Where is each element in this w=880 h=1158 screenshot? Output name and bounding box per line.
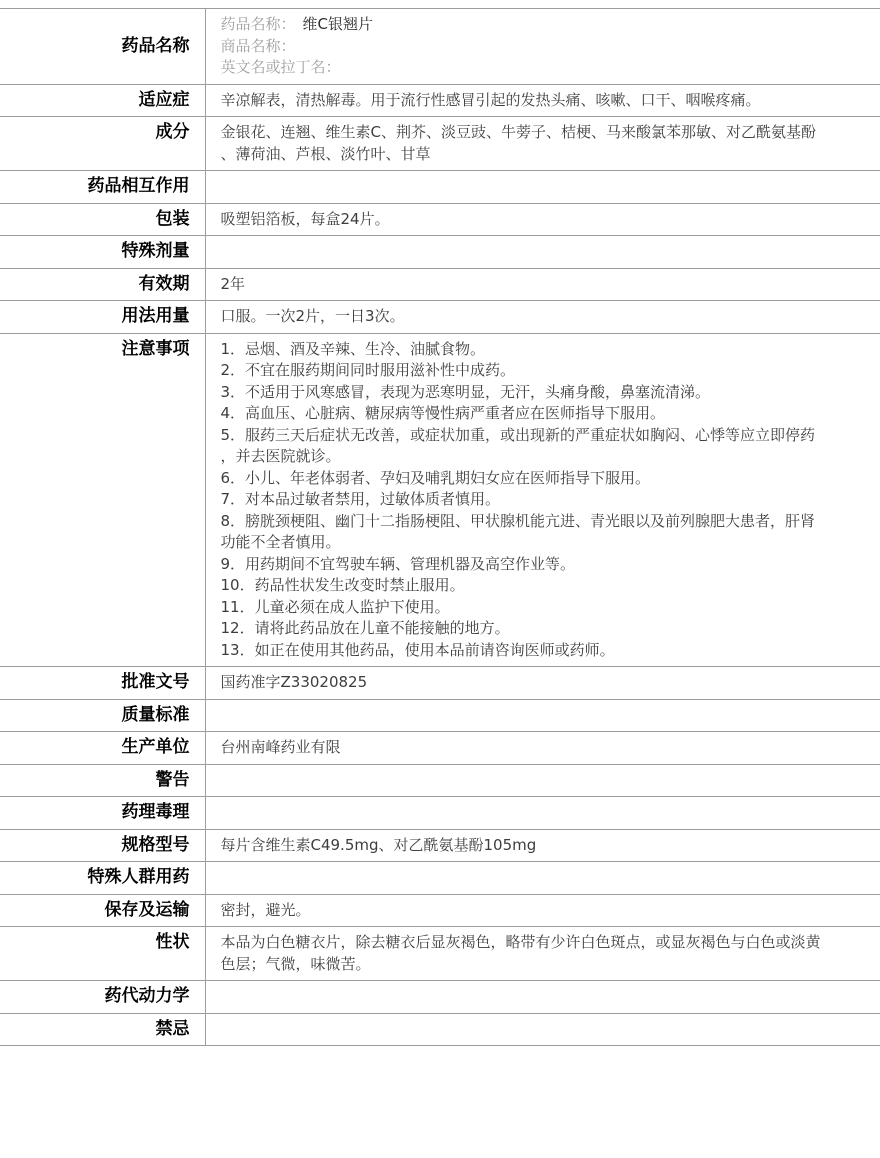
row-content	[205, 797, 880, 830]
row-content-text	[221, 241, 826, 263]
table-row	[0, 927, 880, 981]
table-row	[0, 829, 880, 862]
row-content-text: 辛凉解表，清热解毒。用于流行性感冒引起的发热头痛、咳嗽、口干、咽喉疼痛。	[220, 90, 761, 109]
name-field-line	[221, 57, 866, 79]
row-content-text: 口服。一次2片，一日3次。	[220, 307, 405, 325]
table-row	[0, 732, 880, 765]
table-row	[0, 699, 880, 732]
precaution-item: 12．请将此药品放在儿童不能接触的地方。	[220, 619, 510, 637]
row-content	[205, 203, 880, 236]
row-content	[205, 84, 880, 117]
row-content	[205, 171, 880, 204]
field-value: 维C银翘片	[302, 15, 373, 33]
row-content-text	[221, 176, 826, 198]
field-label: 商品名称：	[220, 36, 296, 55]
precaution-item: 2．不宜在服药期间同时服用滋补性中成药。	[220, 361, 516, 379]
row-label: 药理毒理	[0, 797, 205, 830]
field-label: 药品名称：	[220, 15, 296, 33]
row-label: 批准文号	[0, 667, 205, 700]
row-content	[205, 862, 880, 895]
row-content-text: 国药准字Z33020825	[220, 673, 368, 691]
table-row	[0, 236, 880, 269]
row-content-text: 吸塑铝箔板，每盒24片。	[220, 209, 390, 228]
row-content	[205, 268, 880, 301]
precaution-item: 13．如正在使用其他药品，使用本品前请咨询医师或药师。	[220, 640, 615, 659]
precaution-item: 8．膀胱颈梗阻、幽门十二指肠梗阻、甲状腺机能亢进、青光眼以及前列腺肥大患者，肝肾功能不全者慎用。	[220, 511, 816, 551]
row-content	[205, 981, 880, 1014]
row-label: 用法用量	[0, 301, 205, 334]
row-content	[205, 894, 880, 927]
row-label: 注意事项	[0, 333, 205, 667]
row-content-text	[221, 867, 826, 889]
table-row	[0, 764, 880, 797]
table-row	[0, 268, 880, 301]
name-field-line	[221, 36, 866, 58]
row-content-text: 金银花、连翘、维生素C、荆芥、淡豆豉、牛蒡子、桔梗、马来酸氯苯那敏、对乙酰氨基酚、薄荷油、芦根、淡竹叶、甘草	[220, 123, 816, 163]
row-content-text: 2年	[220, 274, 246, 293]
row-label: 性状	[0, 927, 205, 981]
row-content-text: 密封，避光。	[220, 900, 311, 919]
row-content	[205, 764, 880, 797]
row-label: 特殊人群用药	[0, 862, 205, 895]
table-row	[0, 171, 880, 204]
precaution-item: 10．药品性状发生改变时禁止服用。	[220, 576, 465, 594]
row-content-text	[221, 705, 826, 727]
table-row	[0, 894, 880, 927]
row-content-text: 每片含维生素C49.5mg、对乙酰氨基酚105mg	[220, 835, 537, 854]
row-label: 药代动力学	[0, 981, 205, 1014]
table-row	[0, 797, 880, 830]
row-content	[205, 236, 880, 269]
row-content	[205, 699, 880, 732]
row-label: 药品名称	[0, 9, 205, 85]
row-content-text	[221, 986, 826, 1008]
name-field-line	[221, 14, 866, 36]
table-row	[0, 862, 880, 895]
row-content	[205, 9, 880, 85]
row-label: 适应症	[0, 84, 205, 117]
row-content	[205, 667, 880, 700]
row-content	[205, 1013, 880, 1046]
precaution-item: 7．对本品过敏者禁用，过敏体质者慎用。	[220, 490, 501, 508]
row-label: 警告	[0, 764, 205, 797]
field-label: 英文名或拉丁名：	[220, 58, 341, 76]
row-label: 保存及运输	[0, 894, 205, 927]
table-row	[0, 981, 880, 1014]
table-row	[0, 1013, 880, 1046]
precaution-item: 6．小儿、年老体弱者、孕妇及哺乳期妇女应在医师指导下服用。	[220, 468, 651, 487]
row-content-text	[221, 770, 826, 792]
row-content-text	[221, 802, 826, 824]
row-label: 包装	[0, 203, 205, 236]
drug-info-table-body	[0, 9, 880, 1046]
precaution-item: 1．忌烟、酒及辛辣、生冷、油腻食物。	[220, 339, 486, 358]
precaution-item: 4．高血压、心脏病、糖尿病等慢性病严重者应在医师指导下服用。	[220, 404, 666, 422]
row-content	[205, 829, 880, 862]
precaution-item: 5．服药三天后症状无改善，或症状加重，或出现新的严重症状如胸闷、心悸等应立即停药，并去医院就诊。	[220, 425, 816, 465]
row-content-text: 台州南峰药业有限	[220, 738, 341, 756]
row-label: 特殊剂量	[0, 236, 205, 269]
row-label: 药品相互作用	[0, 171, 205, 204]
row-content	[205, 333, 880, 667]
row-label: 规格型号	[0, 829, 205, 862]
row-content	[205, 732, 880, 765]
precaution-item: 3．不适用于风寒感冒，表现为恶寒明显，无汗，头痛身酸，鼻塞流清涕。	[220, 382, 711, 401]
table-row	[0, 301, 880, 334]
row-content	[205, 927, 880, 981]
table-row	[0, 203, 880, 236]
table-row	[0, 333, 880, 667]
row-content-text: 本品为白色糖衣片，除去糖衣后显灰褐色，略带有少许白色斑点，或显灰褐色与白色或淡黄色层；气微，味微苦。	[220, 933, 821, 973]
row-content	[205, 301, 880, 334]
drug-info-table	[0, 8, 880, 1046]
row-label: 禁忌	[0, 1013, 205, 1046]
precaution-item: 9．用药期间不宜驾驶车辆、管理机器及高空作业等。	[220, 554, 576, 573]
row-label: 质量标准	[0, 699, 205, 732]
table-row	[0, 117, 880, 171]
precaution-item: 11．儿童必须在成人监护下使用。	[220, 597, 450, 616]
row-label: 成分	[0, 117, 205, 171]
table-row	[0, 84, 880, 117]
row-label: 生产单位	[0, 732, 205, 765]
row-content	[205, 117, 880, 171]
row-label: 有效期	[0, 268, 205, 301]
table-row	[0, 667, 880, 700]
row-content-text	[221, 1019, 826, 1041]
table-row	[0, 9, 880, 85]
